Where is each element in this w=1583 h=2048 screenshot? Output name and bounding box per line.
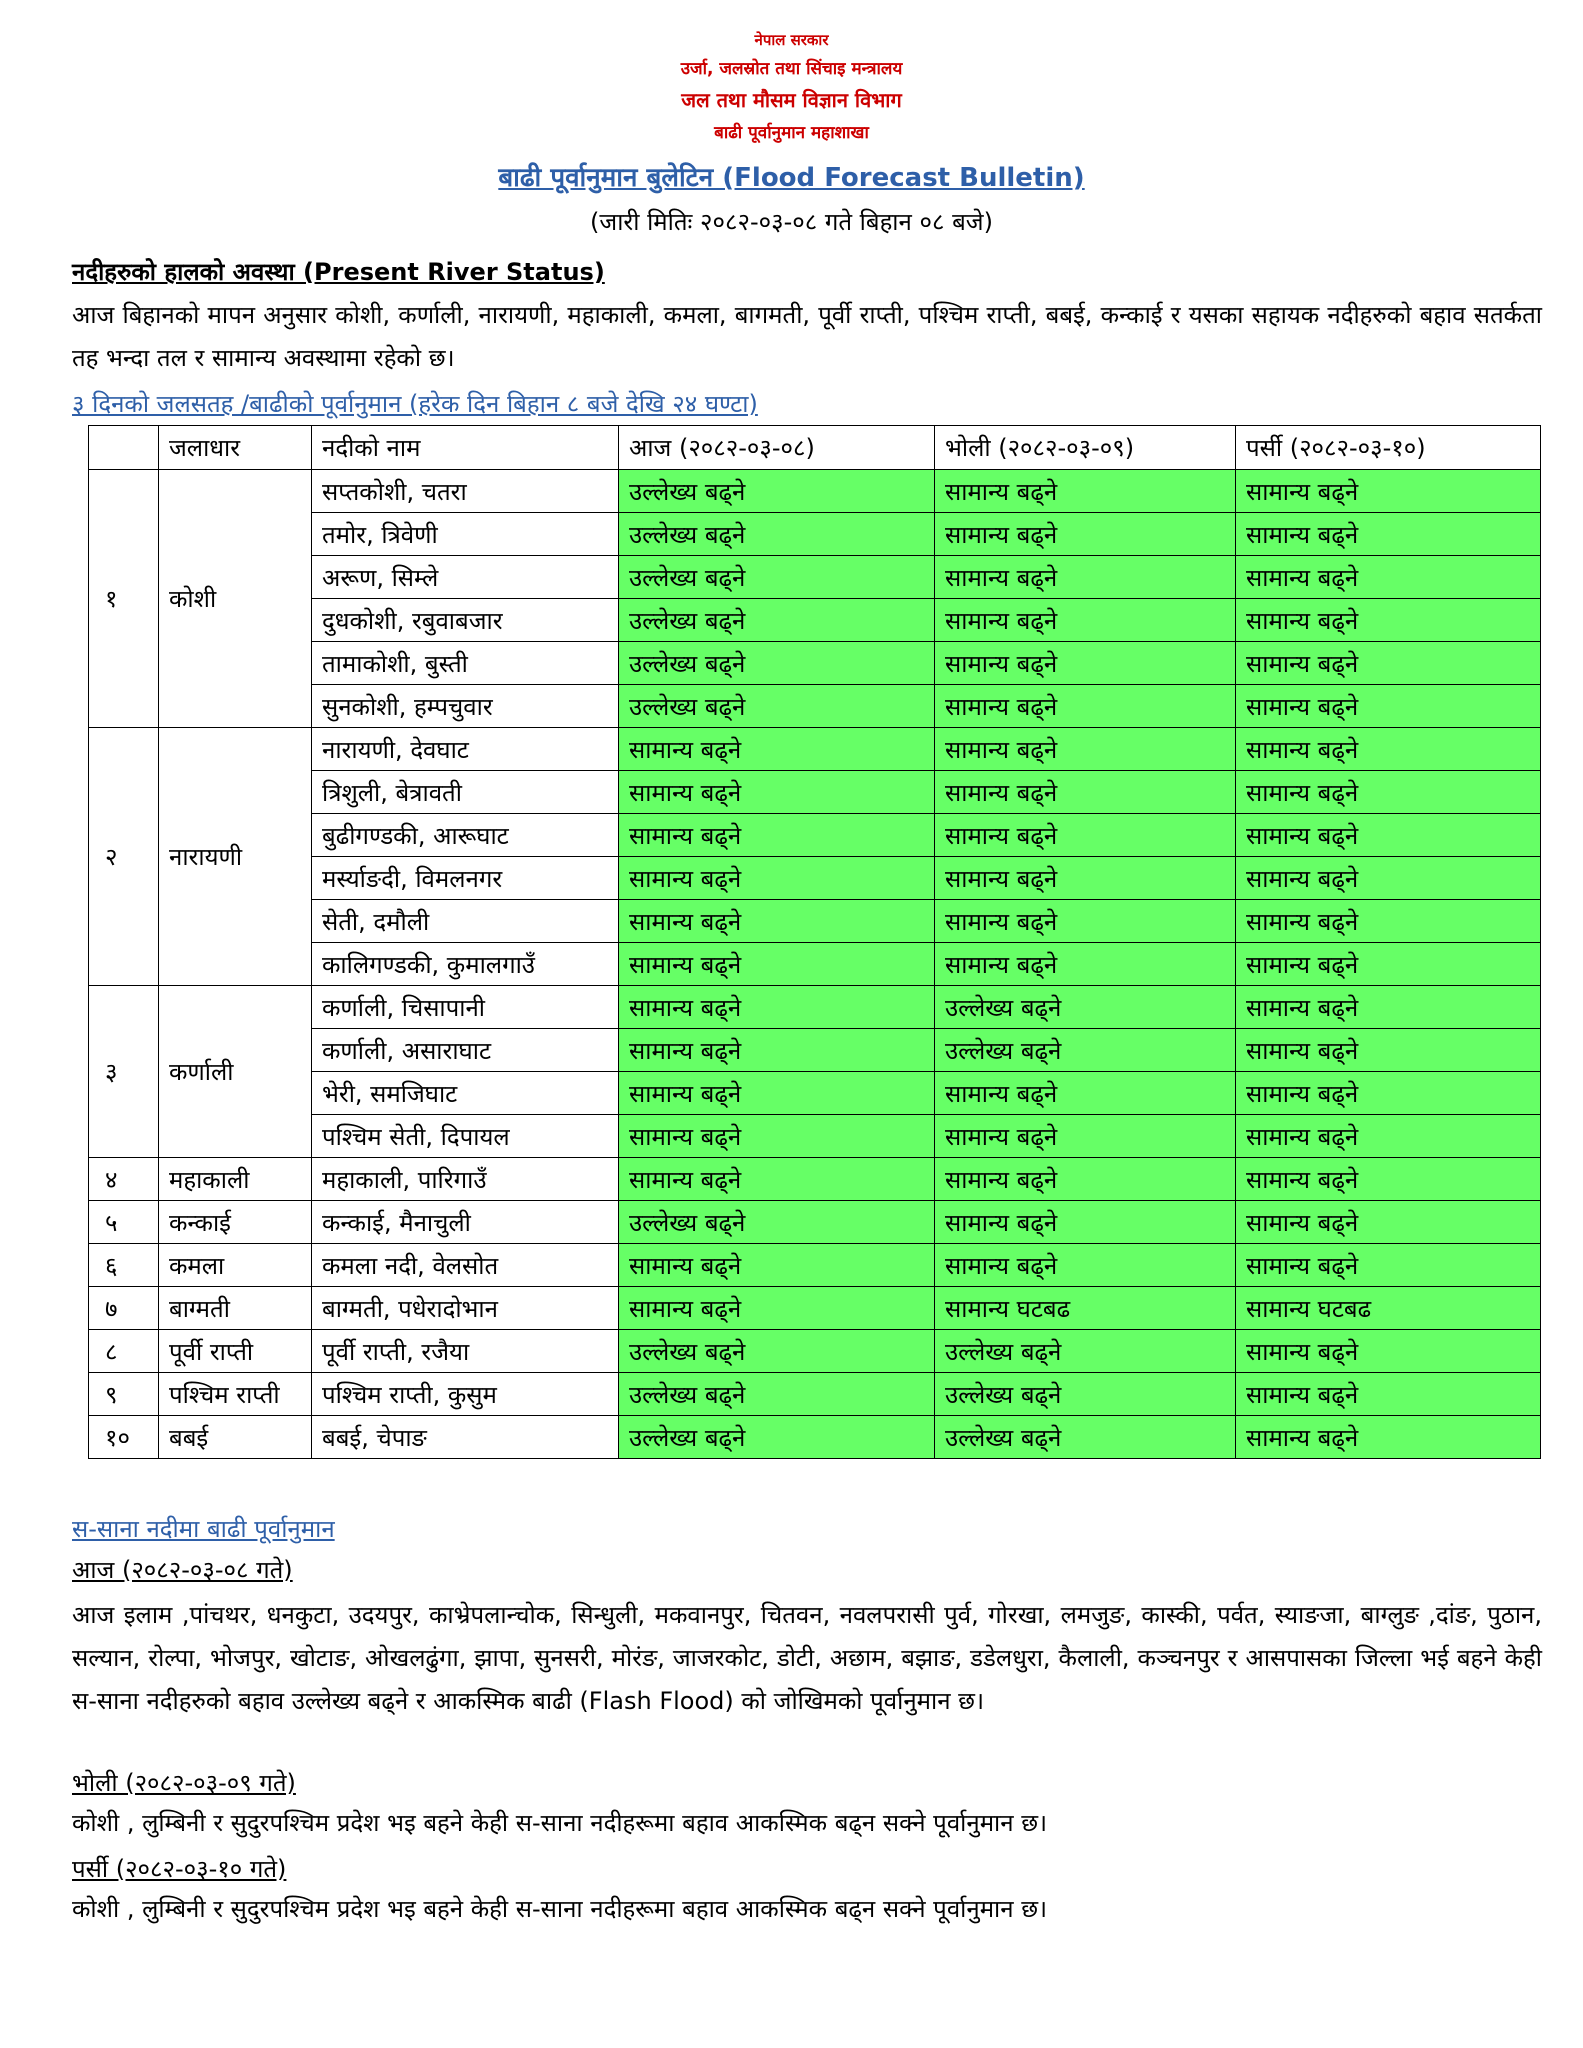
- forecast-today: सामान्य बढ्ने: [619, 1158, 935, 1201]
- forecast-tomorrow: सामान्य बढ्ने: [935, 513, 1236, 556]
- river-station: सप्तकोशी, चतरा: [312, 470, 619, 513]
- forecast-today: सामान्य बढ्ने: [619, 1287, 935, 1330]
- forecast-dayafter: सामान्य बढ्ने: [1236, 986, 1541, 1029]
- basin-name: पूर्वी राप्ती: [159, 1330, 312, 1373]
- table-row: [89, 1330, 1541, 1373]
- tomorrow-heading: भोली (२०८२-०३-०९ गते): [72, 1769, 296, 1797]
- department-name: जल तथा मौसम विज्ञान विभाग: [681, 88, 902, 112]
- river-station: त्रिशुली, बेत्रावती: [312, 771, 619, 814]
- column-header: भोली (२०८२-०३-०९): [935, 426, 1236, 470]
- river-station: नारायणी, देवघाट: [312, 728, 619, 771]
- river-station: बाग्मती, पधेरादोभान: [312, 1287, 619, 1330]
- basin-name: नारायणी: [159, 728, 312, 986]
- column-header: जलाधार: [159, 426, 312, 470]
- river-station: पश्चिम राप्ती, कुसुम: [312, 1373, 619, 1416]
- river-station: बबई, चेपाङ: [312, 1416, 619, 1459]
- forecast-tomorrow: सामान्य बढ्ने: [935, 857, 1236, 900]
- forecast-tomorrow: उल्लेख्य बढ्ने: [935, 1330, 1236, 1373]
- river-station: तामाकोशी, बुस्ती: [312, 642, 619, 685]
- basin-number: ६: [89, 1244, 159, 1287]
- basin-number: ४: [89, 1158, 159, 1201]
- present-status-text: आज बिहानको मापन अनुसार कोशी, कर्णाली, नारायणी, महाकाली, कमला, बागमती, पूर्वी राप्ती, पश्चिम राप्ती, बबई, कन्काई र यसका सहायक नदीहरुको बहाव सतर्कता तह भन्दा तल र सामान्य अवस्थामा रहेको छ।: [72, 301, 1542, 372]
- forecast-today: सामान्य बढ्ने: [619, 943, 935, 986]
- forecast-today: सामान्य बढ्ने: [619, 1244, 935, 1287]
- forecast-tomorrow: सामान्य बढ्ने: [935, 771, 1236, 814]
- column-header: पर्सी (२०८२-०३-१०): [1236, 426, 1541, 470]
- forecast-dayafter: सामान्य बढ्ने: [1236, 771, 1541, 814]
- forecast-dayafter: सामान्य बढ्ने: [1236, 1201, 1541, 1244]
- forecast-today: सामान्य बढ्ने: [619, 728, 935, 771]
- forecast-tomorrow: सामान्य बढ्ने: [935, 1158, 1236, 1201]
- river-station: मर्स्याङदी, विमलनगर: [312, 857, 619, 900]
- basin-name: कर्णाली: [159, 986, 312, 1158]
- forecast-tomorrow: सामान्य बढ्ने: [935, 470, 1236, 513]
- table-row: [89, 470, 1541, 513]
- table-row: [89, 1373, 1541, 1416]
- forecast-today: उल्लेख्य बढ्ने: [619, 513, 935, 556]
- table-row: [89, 728, 1541, 771]
- river-station: कर्णाली, चिसापानी: [312, 986, 619, 1029]
- forecast-tomorrow: सामान्य बढ्ने: [935, 642, 1236, 685]
- forecast-tomorrow: सामान्य बढ्ने: [935, 556, 1236, 599]
- forecast-dayafter: सामान्य बढ्ने: [1236, 470, 1541, 513]
- forecast-dayafter: सामान्य बढ्ने: [1236, 900, 1541, 943]
- table-row: [89, 1158, 1541, 1201]
- basin-name: कोशी: [159, 470, 312, 728]
- basin-name: बाग्मती: [159, 1287, 312, 1330]
- forecast-today: सामान्य बढ्ने: [619, 771, 935, 814]
- present-status-heading: नदीहरुको हालको अवस्था (Present River Status): [72, 258, 605, 286]
- basin-number: ५: [89, 1201, 159, 1244]
- river-station: कर्णाली, असाराघाट: [312, 1029, 619, 1072]
- forecast-dayafter: सामान्य बढ्ने: [1236, 642, 1541, 685]
- basin-name: पश्चिम राप्ती: [159, 1373, 312, 1416]
- river-station: सुनकोशी, हम्पचुवार: [312, 685, 619, 728]
- forecast-tomorrow: सामान्य बढ्ने: [935, 1244, 1236, 1287]
- basin-number: ९: [89, 1373, 159, 1416]
- river-station: महाकाली, पारिगाउँ: [312, 1158, 619, 1201]
- forecast-today: सामान्य बढ्ने: [619, 1072, 935, 1115]
- forecast-today: उल्लेख्य बढ्ने: [619, 470, 935, 513]
- forecast-today: सामान्य बढ्ने: [619, 1115, 935, 1158]
- basin-number: ३: [89, 986, 159, 1158]
- forecast-today: उल्लेख्य बढ्ने: [619, 599, 935, 642]
- forecast-today: सामान्य बढ्ने: [619, 814, 935, 857]
- basin-number: २: [89, 728, 159, 986]
- forecast-today: उल्लेख्य बढ्ने: [619, 1201, 935, 1244]
- forecast-tomorrow: सामान्य बढ्ने: [935, 728, 1236, 771]
- basin-name: बबई: [159, 1416, 312, 1459]
- forecast-today: सामान्य बढ्ने: [619, 1029, 935, 1072]
- dayafter-text: कोशी , लुम्बिनी र सुदुरपश्चिम प्रदेश भइ बहने केही स-साना नदीहरूमा बहाव आकस्मिक बढ्न सक्ने पूर्वानुमान छ।: [72, 1895, 1048, 1923]
- forecast-dayafter: सामान्य बढ्ने: [1236, 1158, 1541, 1201]
- tomorrow-text: कोशी , लुम्बिनी र सुदुरपश्चिम प्रदेश भइ बहने केही स-साना नदीहरूमा बहाव आकस्मिक बढ्न सक्ने पूर्वानुमान छ।: [72, 1809, 1048, 1837]
- forecast-today: उल्लेख्य बढ्ने: [619, 685, 935, 728]
- forecast-today: उल्लेख्य बढ्ने: [619, 1416, 935, 1459]
- table-row: [89, 1416, 1541, 1459]
- forecast-dayafter: सामान्य बढ्ने: [1236, 1373, 1541, 1416]
- basin-number: १: [89, 470, 159, 728]
- dayafter-heading: पर्सी (२०८२-०३-१० गते): [72, 1855, 287, 1883]
- forecast-dayafter: सामान्य घटबढ: [1236, 1287, 1541, 1330]
- forecast-today: सामान्य बढ्ने: [619, 986, 935, 1029]
- forecast-dayafter: सामान्य बढ्ने: [1236, 599, 1541, 642]
- forecast-today: सामान्य बढ्ने: [619, 857, 935, 900]
- river-station: भेरी, समजिघाट: [312, 1072, 619, 1115]
- forecast-dayafter: सामान्य बढ्ने: [1236, 513, 1541, 556]
- forecast-tomorrow: उल्लेख्य बढ्ने: [935, 1373, 1236, 1416]
- basin-name: कन्काई: [159, 1201, 312, 1244]
- river-station: सेती, दमौली: [312, 900, 619, 943]
- river-station: बुढीगण्डकी, आरूघाट: [312, 814, 619, 857]
- forecast-tomorrow: सामान्य घटबढ: [935, 1287, 1236, 1330]
- forecast-dayafter: सामान्य बढ्ने: [1236, 1029, 1541, 1072]
- forecast-dayafter: सामान्य बढ्ने: [1236, 685, 1541, 728]
- forecast-tomorrow: उल्लेख्य बढ्ने: [935, 986, 1236, 1029]
- bulletin-title: बाढी पूर्वानुमान बुलेटिन (Flood Forecast Bulletin): [498, 163, 1085, 193]
- forecast-tomorrow: सामान्य बढ्ने: [935, 1115, 1236, 1158]
- forecast-dayafter: सामान्य बढ्ने: [1236, 1072, 1541, 1115]
- forecast-dayafter: सामान्य बढ्ने: [1236, 728, 1541, 771]
- river-station: पश्चिम सेती, दिपायल: [312, 1115, 619, 1158]
- forecast-tomorrow: सामान्य बढ्ने: [935, 943, 1236, 986]
- column-header: आज (२०८२-०३-०८): [619, 426, 935, 470]
- river-station: कमला नदी, वेलसोत: [312, 1244, 619, 1287]
- table-row: [89, 1287, 1541, 1330]
- river-station: कालिगण्डकी, कुमालगाउँ: [312, 943, 619, 986]
- division-name: बाढी पूर्वानुमान महाशाखा: [714, 123, 869, 143]
- table-header-row: [89, 426, 1541, 470]
- forecast-tomorrow: उल्लेख्य बढ्ने: [935, 1029, 1236, 1072]
- forecast-dayafter: सामान्य बढ्ने: [1236, 1244, 1541, 1287]
- forecast-tomorrow: उल्लेख्य बढ्ने: [935, 1416, 1236, 1459]
- river-station: पूर्वी राप्ती, रजैया: [312, 1330, 619, 1373]
- column-header: नदीको नाम: [312, 426, 619, 470]
- forecast-today: उल्लेख्य बढ्ने: [619, 556, 935, 599]
- basin-number: १०: [89, 1416, 159, 1459]
- basin-number: ७: [89, 1287, 159, 1330]
- river-station: अरूण, सिम्ले: [312, 556, 619, 599]
- today-text: आज इलाम ,पांचथर, धनकुटा, उदयपुर, काभ्रेपलान्चोक, सिन्धुली, मकवानपुर, चितवन, नवलपरासी पुर्व, गोरखा, लमजुङ, कास्की, पर्वत, स्याङजा, बाग्लुङ ,दांङ, पुठान, सल्यान, रोल्पा, भोजपुर, खोटाङ, ओखलढुंगा, झापा, सुनसरी, मोरंङ, जाजरकोट, डोटी, अछाम, बझाङ, डडेलधुरा, कैलाली, कञ्चनपुर र आसपासका जिल्ला भई बहने केही स-साना नदीहरुको बहाव उल्लेख्य बढ्ने र आकस्मिक बाढी (Flash Flood) को जोखिमको पूर्वानुमान छ।: [72, 1601, 1542, 1715]
- basin-name: महाकाली: [159, 1158, 312, 1201]
- river-station: तमोर, त्रिवेणी: [312, 513, 619, 556]
- river-station: दुधकोशी, रबुवाबजार: [312, 599, 619, 642]
- forecast-table: [88, 425, 1541, 1459]
- forecast-dayafter: सामान्य बढ्ने: [1236, 556, 1541, 599]
- table-row: [89, 1244, 1541, 1287]
- forecast-heading: ३ दिनको जलसतह /बाढीको पूर्वानुमान (हरेक दिन बिहान ८ बजे देखि २४ घण्टा): [72, 390, 758, 418]
- forecast-dayafter: सामान्य बढ्ने: [1236, 814, 1541, 857]
- forecast-tomorrow: सामान्य बढ्ने: [935, 1072, 1236, 1115]
- river-station: कन्काई, मैनाचुली: [312, 1201, 619, 1244]
- column-header: [89, 426, 159, 470]
- ministry-govt-line: नेपाल सरकार: [754, 31, 829, 49]
- basin-name: कमला: [159, 1244, 312, 1287]
- table-row: [89, 1201, 1541, 1244]
- forecast-tomorrow: सामान्य बढ्ने: [935, 599, 1236, 642]
- forecast-dayafter: सामान्य बढ्ने: [1236, 857, 1541, 900]
- forecast-dayafter: सामान्य बढ्ने: [1236, 943, 1541, 986]
- forecast-today: उल्लेख्य बढ्ने: [619, 1330, 935, 1373]
- forecast-tomorrow: सामान्य बढ्ने: [935, 1201, 1236, 1244]
- forecast-tomorrow: सामान्य बढ्ने: [935, 900, 1236, 943]
- table-row: [89, 986, 1541, 1029]
- forecast-today: उल्लेख्य बढ्ने: [619, 1373, 935, 1416]
- basin-number: ८: [89, 1330, 159, 1373]
- issue-date: (जारी मितिः २०८२-०३-०८ गते बिहान ०८ बजे): [590, 208, 993, 236]
- small-rivers-heading: स-साना नदीमा बाढी पूर्वानुमान: [72, 1515, 335, 1543]
- forecast-dayafter: सामान्य बढ्ने: [1236, 1330, 1541, 1373]
- today-heading: आज (२०८२-०३-०८ गते): [72, 1556, 293, 1584]
- forecast-today: सामान्य बढ्ने: [619, 900, 935, 943]
- forecast-today: उल्लेख्य बढ्ने: [619, 642, 935, 685]
- forecast-tomorrow: सामान्य बढ्ने: [935, 685, 1236, 728]
- forecast-dayafter: सामान्य बढ्ने: [1236, 1115, 1541, 1158]
- forecast-tomorrow: सामान्य बढ्ने: [935, 814, 1236, 857]
- ministry-name: उर्जा, जलस्रोत तथा सिंचाइ मन्त्रालय: [680, 59, 903, 79]
- forecast-dayafter: सामान्य बढ्ने: [1236, 1416, 1541, 1459]
